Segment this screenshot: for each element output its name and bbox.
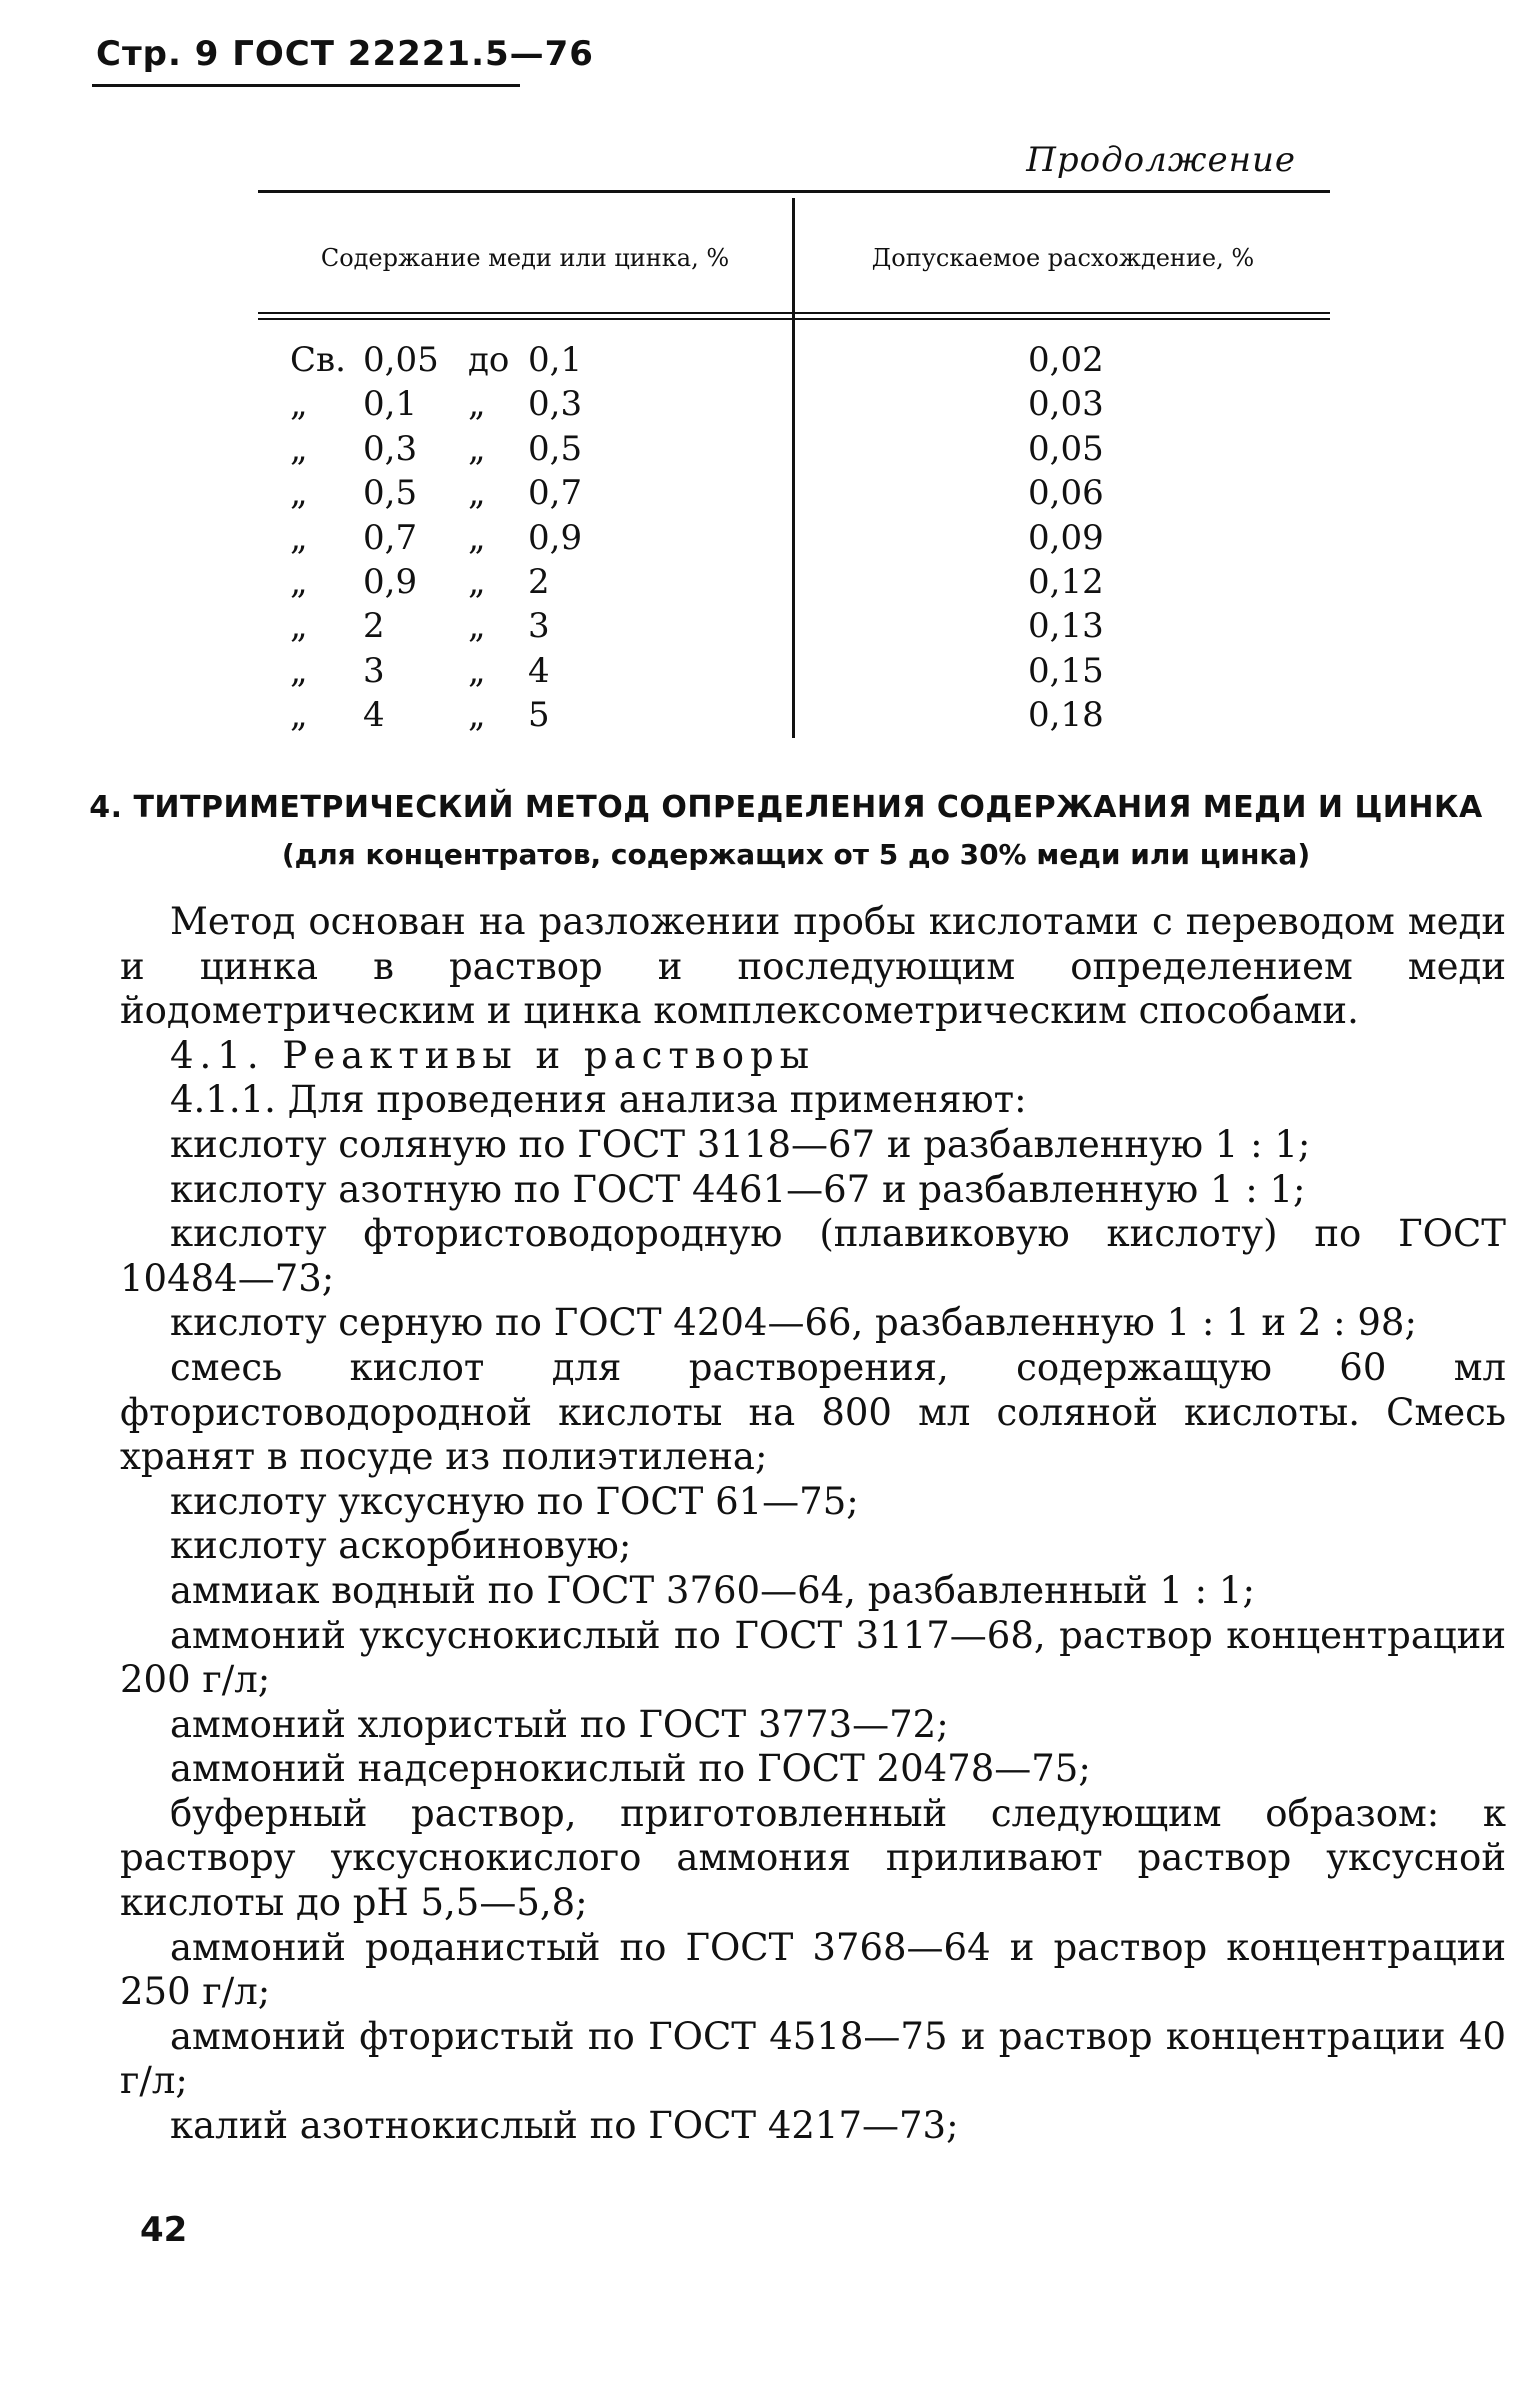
continuation-label: Продолжение: [1026, 140, 1296, 180]
page-header: Стр. 9 ГОСТ 22221.5—76: [96, 34, 594, 74]
row-prefix: „: [290, 428, 308, 469]
table-header-rule-2: [258, 318, 1330, 320]
row-from: 0,1: [363, 384, 418, 425]
row-separator: „: [468, 473, 486, 514]
reagent-item: кислоту уксусную по ГОСТ 61—75;: [170, 1479, 859, 1523]
reagent-item: смесь кислот для растворения, содержащую 60 мл фтористоводородной кислоты на 800 мл соляной кислоты. Смесь хранят в посуде из полиэтилена;: [120, 1345, 1506, 1479]
row-tolerance: 0,06: [1028, 473, 1104, 514]
row-separator: „: [468, 517, 486, 558]
intro-paragraph: Метод основан на разложении пробы кислотами с переводом меди и цинка в раствор и последующим определением меди йодометрическим и цинка комплексометрическим способами.: [120, 900, 1506, 1033]
reagent-item: калий азотнокислый по ГОСТ 4217—73;: [170, 2104, 959, 2148]
table-row: [258, 471, 1330, 515]
table-top-rule: [258, 190, 1330, 193]
table-row: [258, 693, 1330, 737]
row-to: 3: [528, 606, 550, 647]
row-from: 0,5: [363, 473, 418, 514]
reagent-item: кислоту азотную по ГОСТ 4461—67 и разбавленную 1 : 1;: [170, 1167, 1306, 1211]
row-from: 2: [363, 606, 385, 647]
reagent-item: аммиак водный по ГОСТ 3760—64, разбавленный 1 : 1;: [170, 1568, 1255, 1612]
section-body: [120, 900, 1506, 2149]
row-separator: „: [468, 606, 486, 647]
row-from: 0,3: [363, 428, 418, 469]
reagent-item: кислоту серную по ГОСТ 4204—66, разбавленную 1 : 1 и 2 : 98;: [170, 1301, 1417, 1345]
row-to: 0,1: [528, 340, 583, 380]
row-to: 5: [528, 695, 550, 736]
row-prefix: „: [290, 517, 308, 558]
tolerance-table: [258, 190, 1330, 740]
row-tolerance: 0,12: [1028, 561, 1104, 602]
row-separator: „: [468, 695, 486, 736]
row-from: 0,05: [363, 340, 439, 380]
row-prefix: „: [290, 473, 308, 514]
column-header-content: Содержание меди или цинка, %: [320, 244, 730, 272]
table-row: [258, 649, 1330, 693]
reagent-item: кислоту фтористоводородную (плавиковую кислоту) по ГОСТ 10484—73;: [120, 1212, 1506, 1300]
section-subheading: (для концентратов, содержащих от 5 до 30% меди или цинка): [281, 838, 1311, 871]
row-tolerance: 0,09: [1028, 517, 1104, 558]
row-tolerance: 0,15: [1028, 650, 1104, 691]
row-tolerance: 0,18: [1028, 695, 1104, 736]
table-row: [258, 560, 1330, 604]
row-separator: „: [468, 650, 486, 691]
reagent-item: кислоту аскорбиновую;: [170, 1524, 632, 1568]
row-separator: „: [468, 428, 486, 469]
column-header-tolerance: Допускаемое расхождение, %: [871, 244, 1255, 272]
section-heading: 4. ТИТРИМЕТРИЧЕСКИЙ МЕТОД ОПРЕДЕЛЕНИЯ СОДЕРЖАНИЯ МЕДИ И ЦИНКА: [89, 790, 1483, 825]
table-body: [258, 338, 1330, 738]
row-from: 4: [363, 695, 385, 736]
table-row: [258, 382, 1330, 426]
row-prefix: „: [290, 606, 308, 647]
header-rule: [92, 84, 520, 87]
subsection-4-1-1: 4.1.1. Для проведения анализа применяют:: [170, 1078, 1027, 1122]
row-prefix: „: [290, 561, 308, 602]
row-to: 0,7: [528, 473, 583, 514]
reagent-item: аммоний фтористый по ГОСТ 4518—75 и раствор концентрации 40 г/л;: [120, 2014, 1506, 2103]
reagent-item: аммоний роданистый по ГОСТ 3768—64 и раствор концентрации 250 г/л;: [120, 1925, 1506, 2014]
row-separator: „: [468, 561, 486, 602]
row-separator: до: [468, 340, 510, 380]
reagent-item: буферный раствор, приготовленный следующим образом: к раствору уксуснокислого аммония приливают раствор уксусной кислоты до рН 5,5—5,8;: [120, 1791, 1506, 1925]
table-row: [258, 516, 1330, 560]
row-to: 4: [528, 650, 550, 691]
reagent-list: [120, 1122, 1506, 2149]
reagent-item: кислоту соляную по ГОСТ 3118—67 и разбавленную 1 : 1;: [170, 1122, 1311, 1166]
page-number: 42: [140, 2210, 188, 2250]
row-prefix: „: [290, 695, 308, 736]
row-tolerance: 0,05: [1028, 428, 1104, 469]
row-from: 3: [363, 650, 385, 691]
subsection-4-1: 4.1. Реактивы и растворы: [170, 1033, 816, 1077]
row-prefix: Св.: [290, 340, 346, 380]
table-row: [258, 604, 1330, 648]
reagent-item: аммоний уксуснокислый по ГОСТ 3117—68, раствор концентрации 200 г/л;: [120, 1613, 1506, 1702]
row-prefix: „: [290, 650, 308, 691]
row-to: 0,5: [528, 428, 583, 469]
table-row: [258, 427, 1330, 471]
row-tolerance: 0,13: [1028, 606, 1104, 647]
row-separator: „: [468, 384, 486, 425]
row-from: 0,9: [363, 561, 418, 602]
reagent-item: аммоний надсернокислый по ГОСТ 20478—75;: [170, 1747, 1091, 1791]
row-to: 0,9: [528, 517, 583, 558]
row-from: 0,7: [363, 517, 418, 558]
row-to: 0,3: [528, 384, 583, 425]
row-tolerance: 0,03: [1028, 384, 1104, 425]
row-tolerance: 0,02: [1028, 340, 1104, 380]
reagent-item: аммоний хлористый по ГОСТ 3773—72;: [170, 1702, 949, 1746]
row-prefix: „: [290, 384, 308, 425]
table-row: [258, 338, 1330, 382]
table-header-rule-1: [258, 312, 1330, 314]
row-to: 2: [528, 561, 550, 602]
